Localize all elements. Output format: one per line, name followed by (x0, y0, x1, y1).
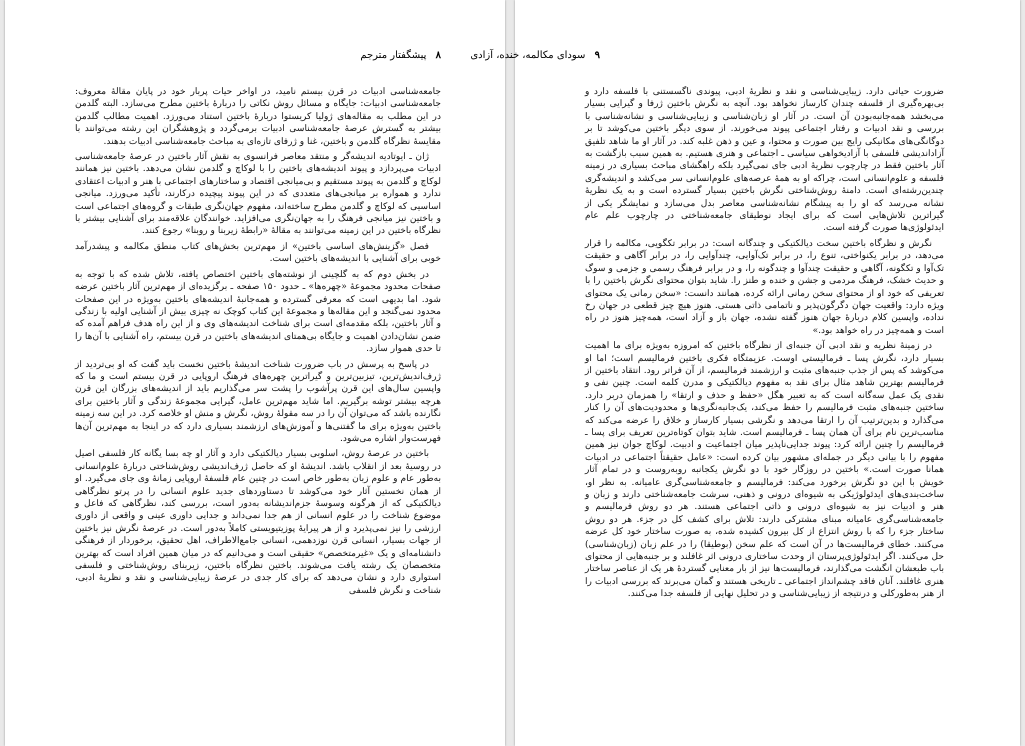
paragraph: باختین در عرصهٔ روش، اسلوبی بسیار دیالکتیکی دارد و آثار او چه بسا یگانه کار فلسفی اصیل در روسیهٔ بعد از انقلاب باشد. اندیشهٔ او که حاصل ژرف‌اندیشی روش‌شناختی دربارهٔ علوم‌انسانی به‌طور عام و علوم زبان به‌طور خاص است در چنین عام فلسفهٔ اروپایی زمانهٔ وی جای می‌گیرد. او از همان نخستین آثار خود می‌کوشد تا دستاوردهای جدید علوم انسانی را در پرتو نظرگاهی دیالکتیکی که از هرگونه وسوسهٔ جزم‌اندیشانه به‌دور است، بررسی کند، نظرگاهی که فاعل و موضوع شناخت را در علوم انسانی از هم جدا نمی‌داند و جدایی داوری عینی و واقعی از داوری ارزشی را نیز نمی‌پذیرد و از هر پیرایهٔ پوزیتیویستی کاملاً به‌دور است. در عرصهٔ نگرش نیز باختین از جهات بسیار، انسانی قرن نوزدهمی، انسانی جامع‌الاطراف، اهل تحقیق، برخوردار از فرهنگی دانشنامه‌ای و یک «غیرمتخصص» حقیقی است و می‌دانیم که در میان همین افراد است که بهترین متخصصان یک رشته یافت می‌شوند. باختین نظرگاه باختین، زیربنای روش‌شناختی و فلسفی استواری دارد و نشان می‌دهد که برای کار جدی در عرصهٔ زیبایی‌شناسی و نقد و نظریهٔ ادبی، شناخت و نگرش فلسفی (75, 449, 441, 596)
running-title: سودای مکالمه، خنده، آزادی (470, 50, 586, 61)
left-page (5, 0, 505, 746)
paragraph: ژان ـ ایوتادیه اندیشه‌گر و منتقد معاصر فرانسوی به نقش آثار باختین در عرصهٔ جامعه‌شناسی ادبیات می‌پردازد و پیوند اندیشه‌های باختین را با لوکاچ و گلدمن نشان می‌دهد. باختین نیز همانند لوکاچ و گلدمن به پیوند مستقیم و بی‌میانجی اقتصاد و ساختارهای اجتماعی با هنر و ادبیات اعتقادی ندارد و همواره بر میانجی‌های متعددی که در این پیوند پیچیده درکارند، تأکید می‌ورزد. میانجی اساسیی که لوکاچ و گلدمن مطرح ساخته‌اند، مفهوم جهان‌نگری طبقات و گروه‌های اجتماعی است و باختین نیز میانجی فرهنگ را به جهان‌نگری می‌افزاید. خوانندگان علاقه‌مند برای آشنایی بیشتر با نظرگاه باختین در این زمینه می‌توانند به مقالهٔ «رابطهٔ زیربنا و روبنا» رجوع کنند. (75, 152, 441, 237)
paragraph: در زمینهٔ نظریه و نقد ادبی آن جنبه‌ای از نظرگاه باختین که امروزه به‌ویژه برای ما اهمیت بسیار دارد، نگرش پسا ـ فرمالیستی اوست. عزیمتگاه فکری باختین فرمالیسم است؛ اما او می‌کوشد که پس از جذب جنبه‌های مثبت و ارزشمند فرمالیسم، از آن فراتر رود. انتقاد باختین از فرمالیسم بهترین شاهد مثال برای نقد به مفهوم دیالکتیکی و مدرن کلمه است. چنین نفی و نقدی یک عمل سه‌گانه است که به تعبیر هگل «حفظ و حذف و ارتقا» را همزمان دربر دارد. ساختین جنبه‌های مثبت فرمالیسم را حفظ می‌کند، یک‌جانبه‌نگری‌ها و محدودیت‌های آن را کنار می‌گذارد و بدین‌ترتیب آن را ارتقا می‌دهد و نگرشی بسیار کارساز و خلاق را عرضه می‌کند که مناسب‌ترین نام برای آن همان پسا ـ فرمالیسم است. شاید بتوان کوتاه‌ترین تعریف برای پسا ـ فرمالیسم را چنین ارائه کرد: پیوند جدایی‌ناپذیر میان اجتماعیت و ادبیت. لوکاچ جوان نیز همین مفهوم را با بیانی دیگر در جمله‌ای مشهور بیان کرده است: «عامل حقیقتاً اجتماعی در ادبیات همانا صورت است.» باختین در روزگار خود با دو نگرش یکجانبه روبه‌روست و در تمام آثار خویش با این دو نگرش برخورد می‌کند: فرمالیسم و جامعه‌شناسی‌گری عامیانه. به نظر او، ساخت‌بندی‌های ایدئولوژیکی به شیوه‌ای درونی و ذهنی، سرشت جامعه‌شناختی دارند و زبان و هنر و ادبیات نیز به شیوه‌ای درونی و ذاتی اجتماعی هستند. هر دو روش فرمالیسم و جامعه‌شناسی‌گری عامیانه مبنای مشترکی دارند: تلاش برای کشف کل در جزء. هر دو روش ساختار جزء را که با روش انتزاع از کل بیرون کشیده شده، به صورت ساختار خود کل عرضه می‌کنند. خطای فرمالیست‌ها در آن است که علم سخن (بوطیقا) را در علم زبان (زبان‌شناسی) حل می‌کنند. اگر ایدئولوژی‌پرستان از وحدت ساختاری درونی اثر غافلند و بر جنبه‌هایی از محتوای باب طبعشان انگشت می‌گذارند، فرمالیست‌ها نیز از بار معنایی گستردهٔ هر یک از عناصر ساختار هنری غافلند. آنان فاقد چشم‌انداز اجتماعی ـ تاریخی هستند و گمان می‌برند که بررسی ادبیات را از هنر به‌طورکلی و درنتیجه از زیبایی‌شناسی و در تحلیل نهایی از فلسفه جدا می‌کنند. (585, 341, 944, 600)
page-body (585, 86, 944, 708)
right-page (470, 0, 1020, 746)
page-header (470, 50, 600, 61)
paragraph: در بخش دوم که به گلچینی از نوشته‌های باختین اختصاص یافته، تلاش شده که با توجه به صفحات محدود مجموعهٔ «چهره‌ها» ـ حدود ۱۵۰ صفحه ـ برگزیده‌ای از مهم‌ترین آثار باختین عرضه شود. اما بدیهی است که معرفی گسترده و همه‌جانبهٔ اندیشه‌های باختین به‌ویژه در این صفحات محدود نمی‌گنجد و این مقاله‌ها و مجموعهٔ این کتاب کوچک نه چیزی بیش از آشنایی اولیه با زندگی و آثار باختین، بلکه مقدمه‌ای است برای شناخت اندیشه‌های وی و از این راه هدف فراهم آمده که ضمن نشان‌دادن اهمیت و جایگاه بی‌همتای اندیشه‌های باختین در قرن بیستم، راه آشنایی با آن‌ها را تا حدی هموار سازد. (75, 269, 441, 355)
paragraph: در پاسخ به پرسش در باب ضرورت شناخت اندیشهٔ باختین نخست باید گفت که او بی‌تردید از ژرف‌اندیش‌ترین، تیزبین‌ترین و گیراترین چهره‌های فرهنگ اروپایی در قرن بیستم است و ما که واپسین سال‌های این قرن پرآشوب را پشت سر می‌گذاریم باید از اندیشه‌های بزرگان این قرن هرچه بیشتر توشه برگیریم. اما شاید مهم‌ترین عامل، گیرایی مجموعهٔ زندگی و آثار باختین برای نگارنده باشد که می‌توان آن را در سه مقولهٔ روش، نگرش و منش او خلاصه کرد. در این سه زمینه باختین به‌ویژه برای ما گفتنی‌ها و آموزش‌های ارزشمند بسیاری دارد که در اینجا به مهم‌ترین آن‌ها فهرست‌وار اشاره می‌شود. (75, 359, 441, 444)
page-number: ۹ (594, 50, 600, 61)
page-body (75, 86, 441, 708)
paragraph: نگرش و نظرگاه باختین سخت دیالکتیکی و چندگانه است: در برابر تکگویی، مکالمه را قرار می‌دهد، در برابر یکنواختی، تنوع را، در برابر تک‌آوایی، چندآوایی را، در برابر آگاهی و حقیقت تک‌آوا و تکگونه، آگاهی و حقیقت چندآوا و چندگونه را، و در برابر فرهنگ رسمی و جزمی و سوگ و حدیث خشک، فرهنگ مردمی و جشن و خنده و طنز را. شاید بتوان محتوای نگرش باختین را با تعریفی که خود او از محتوای سخن رمانی ارائه کرده، همانند دانست: «سخن رمانی یک محتوای ویژه دارد: واقعیت جهان دگرگون‌پذیر و ناتمامی ذاتی هستی. هنوز هیچ چیز قطعی در جهان رخ نداده، واپسین کلام دربارهٔ جهان هنوز گفته نشده، جهان باز و آزاد است، همه‌چیز هنوز در راه است و همه‌چیز در راه خواهد بود.» (585, 238, 944, 336)
paragraph: فصل «گزینش‌های اساسی باختین» از مهم‌ترین بخش‌های کتاب منطق مکالمه و پیشدرآمد خوبی برای آشنایی با اندیشه‌های باختین است. (75, 241, 441, 265)
running-title: پیشگفتار مترجم (360, 50, 427, 61)
page-header (360, 50, 441, 61)
page-number: ۸ (435, 50, 441, 61)
paragraph: ضرورت حیاتی دارد. زیبایی‌شناسی و نقد و نظریهٔ ادبی، پیوندی ناگسستنی با فلسفه دارد و بی‌بهره‌گیری از فلسفه چندان کارساز نخواهد بود. آنچه به نگرش باختین ژرفا و گیرایی بسیار می‌بخشد همه‌جانبه‌بودن آن است. در آثار او زبان‌شناسی و زیبایی‌شناسی و نشانه‌شناسی با بررسی و نقد ادبیات و رفتار اجتماعی پیوند می‌خورند. از سوی دیگر باختین می‌کوشد تا بر دوگانگی‌های مکانیکی رایج بین صورت و محتوا، و عین و ذهن غلبه کند. در آثار او ما شاهد تلفیق آزاداندیشی فلسفی با آزادیخواهی سیاسی ـ اجتماعی و هنری هستیم. به همین سبب بازگشت به آثار باختین فقط در چارچوب نظریهٔ ادبی جای نمی‌گیرد بلکه راهگشای مباحث بسیاری در زمینه فلسفه و علوم‌انسانی است، چراکه او به همهٔ عرصه‌های علوم‌انسانی سر می‌کشد و اندیشه‌گری چندین‌رشته‌ای است. دامنهٔ روش‌شناختی نگرش باختین بسیار گسترده است و به یک نظریهٔ نشانه می‌رسد که او را به پیشگام نشانه‌شناسی معاصر بدل می‌سازد و نمایشگر یکی از گیراترین تلاش‌هایی است که برای ایجاد نوطیقای جامعه‌شناختی در چارچوب علم عام ایدئولوژی‌ها صورت گرفته است. (585, 87, 944, 234)
paragraph: جامعه‌شناسی ادبیات در قرن بیستم نامید، در اواخر حیات پربار خود در پایان مقالهٔ معروف: جامعه‌شناسی ادبیات: جایگاه و مسائل روش نکاتی را دربارهٔ باختین مطرح می‌سازد. البته گلدمن در این مطلب به مقاله‌های ژولیا کریستوا دربارهٔ باختین استناد می‌ورزد. اهمیت مطالب گلدمن بیشتر به گسترش عرصهٔ جامعه‌شناسی ادبیات برمی‌گردد و پژوهشگران این رشته می‌توانند با مقایسهٔ نظرگاه گلدمن و باختین، غنا و ژرفای تازه‌ای به مباحث جامعه‌شناسی ادبیات بدهند. (75, 87, 441, 147)
